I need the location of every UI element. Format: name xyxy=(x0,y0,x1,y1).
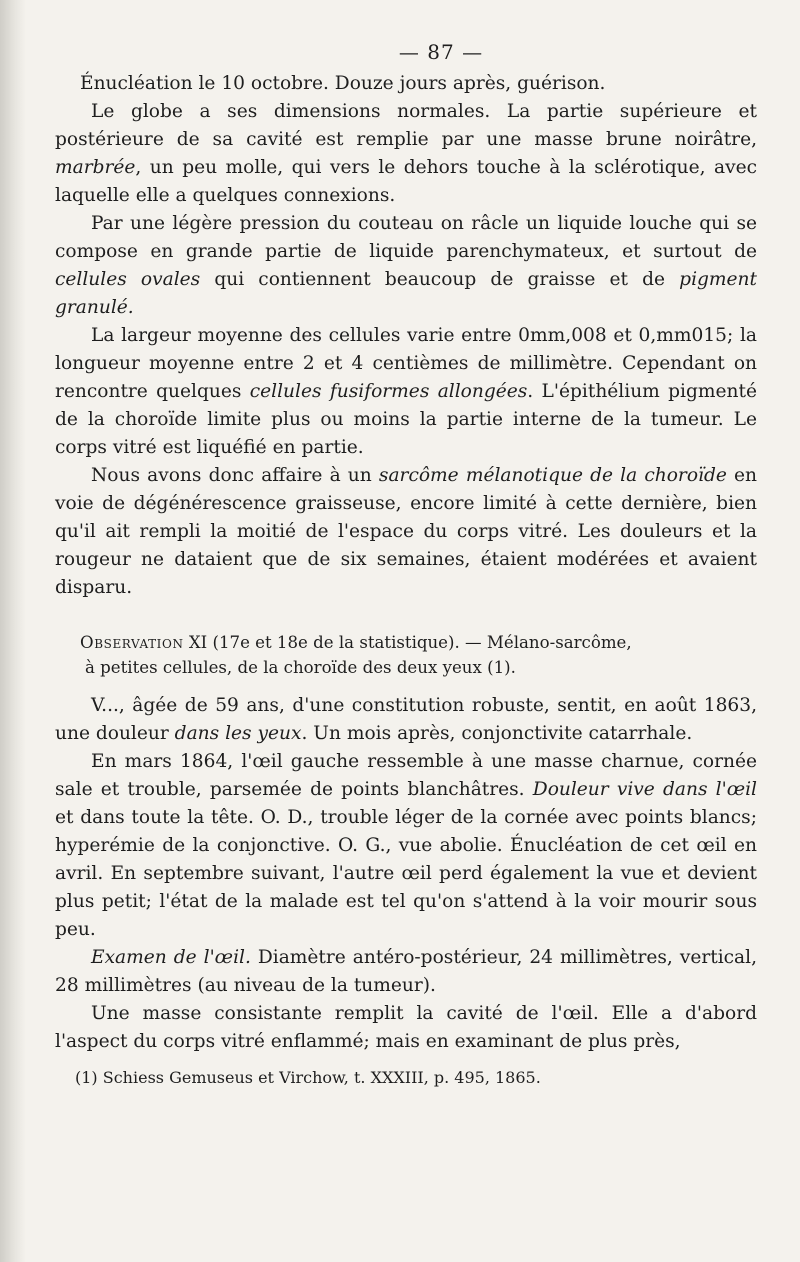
paragraph-globe xyxy=(55,98,757,210)
italic-term: Examen de l'œil. xyxy=(91,947,251,968)
text-run: En mars 1864, l'œil gauche ressemble à une masse charnue, cornée sale et trouble, parsemée de points blanchâtres. xyxy=(55,751,757,800)
text-run: Une masse consistante remplit la cavité de l'œil. Elle a d'abord l'aspect du corps vitré enflammé; mais en examinant de plus près, xyxy=(55,1003,757,1052)
section-gap xyxy=(55,680,757,692)
observation-label: Observation xyxy=(80,633,184,652)
paragraph-case-march xyxy=(55,748,757,944)
text-run: , un peu molle, qui vers le dehors touche à la sclérotique, avec laquelle elle a quelques connexions. xyxy=(55,157,757,206)
observation-subtitle: à petites cellules, de la choroïde des deux yeux (1). xyxy=(85,658,516,677)
text-run: La largeur moyenne des cellules varie entre 0mm,008 et 0,mm015; la longueur moyenne entre 2 et 4 centièmes de millimètre. Cependant on rencontre quelques xyxy=(55,325,757,402)
text-run: Par une légère pression du couteau on râcle un liquide louche qui se compose en grande partie de liquide parenchymateux, et surtout de xyxy=(55,213,757,262)
paragraph-pression xyxy=(55,210,757,322)
italic-term: cellules ovales xyxy=(55,269,201,290)
text-run: Énucléation le 10 octobre. Douze jours après, guérison. xyxy=(80,73,606,94)
paragraph-diagnostic xyxy=(55,462,757,602)
text-run: Diamètre antéro-postérieur, 24 millimètres, vertical, 28 millimètres (au niveau de la tumeur). xyxy=(55,947,757,996)
text-run: qui contiennent beaucoup de graisse et de xyxy=(200,269,680,290)
italic-term: cellules fusiformes allongées xyxy=(249,381,528,402)
paragraph-enucleation xyxy=(55,70,757,98)
text-run: . Un mois après, conjonctivite catarrhale. xyxy=(301,723,693,744)
section-gap xyxy=(55,602,757,630)
scan-edge-shadow xyxy=(0,0,26,1262)
text-run: et dans toute la tête. O. D., trouble léger de la cornée avec points blancs; hyperémie de la conjonctive. O. G., vue abolie. Énucléation de cet œil en avril. En septembre suivant, l'autre œil perd également la vue et devient plus petit; l'état de la malade est tel qu'on s'attend à la voir mourir sous peu. xyxy=(55,807,757,940)
paragraph-masse xyxy=(55,1000,757,1056)
observation-title xyxy=(55,630,757,655)
italic-term: Douleur vive dans l'œil xyxy=(532,779,757,800)
italic-term: pigment granulé. xyxy=(55,269,758,318)
italic-term: dans les yeux xyxy=(174,723,302,744)
italic-term: sarcôme mélanotique de la choroïde xyxy=(378,465,727,486)
observation-title-text: XI (17e et 18e de la statistique). — Mélano-sarcôme, xyxy=(183,633,632,652)
italic-term: marbrée xyxy=(55,157,136,178)
text-run: Nous avons donc affaire à un xyxy=(91,465,379,486)
text-run: V..., âgée de 59 ans, d'une constitution robuste, sentit, en août 1863, une douleur xyxy=(55,695,757,744)
text-run: . L'épithélium pigmenté de la choroïde limite plus ou moins la partie interne de la tumeur. Le corps vitré est liquéfié en partie. xyxy=(55,381,757,458)
page-number: — 87 — xyxy=(398,40,484,64)
text-run: en voie de dégénérescence graisseuse, encore limité à cette dernière, bien qu'il ait rempli la moitié de l'espace du corps vitré. Les douleurs et la rougeur ne dataient que de six semaines, étaient modérées et avaient disparu. xyxy=(55,465,758,598)
text-run: Le globe a ses dimensions normales. La partie supérieure et postérieure de sa cavité est remplie par une masse brune noirâtre, xyxy=(55,101,757,150)
paragraph-case-intro xyxy=(55,692,757,748)
paragraph-examen xyxy=(55,944,757,1000)
book-page xyxy=(55,40,757,1090)
footnote: (1) Schiess Gemuseus et Virchow, t. XXXIII, p. 495, 1865. xyxy=(75,1068,541,1087)
paragraph-largeur xyxy=(55,322,757,462)
